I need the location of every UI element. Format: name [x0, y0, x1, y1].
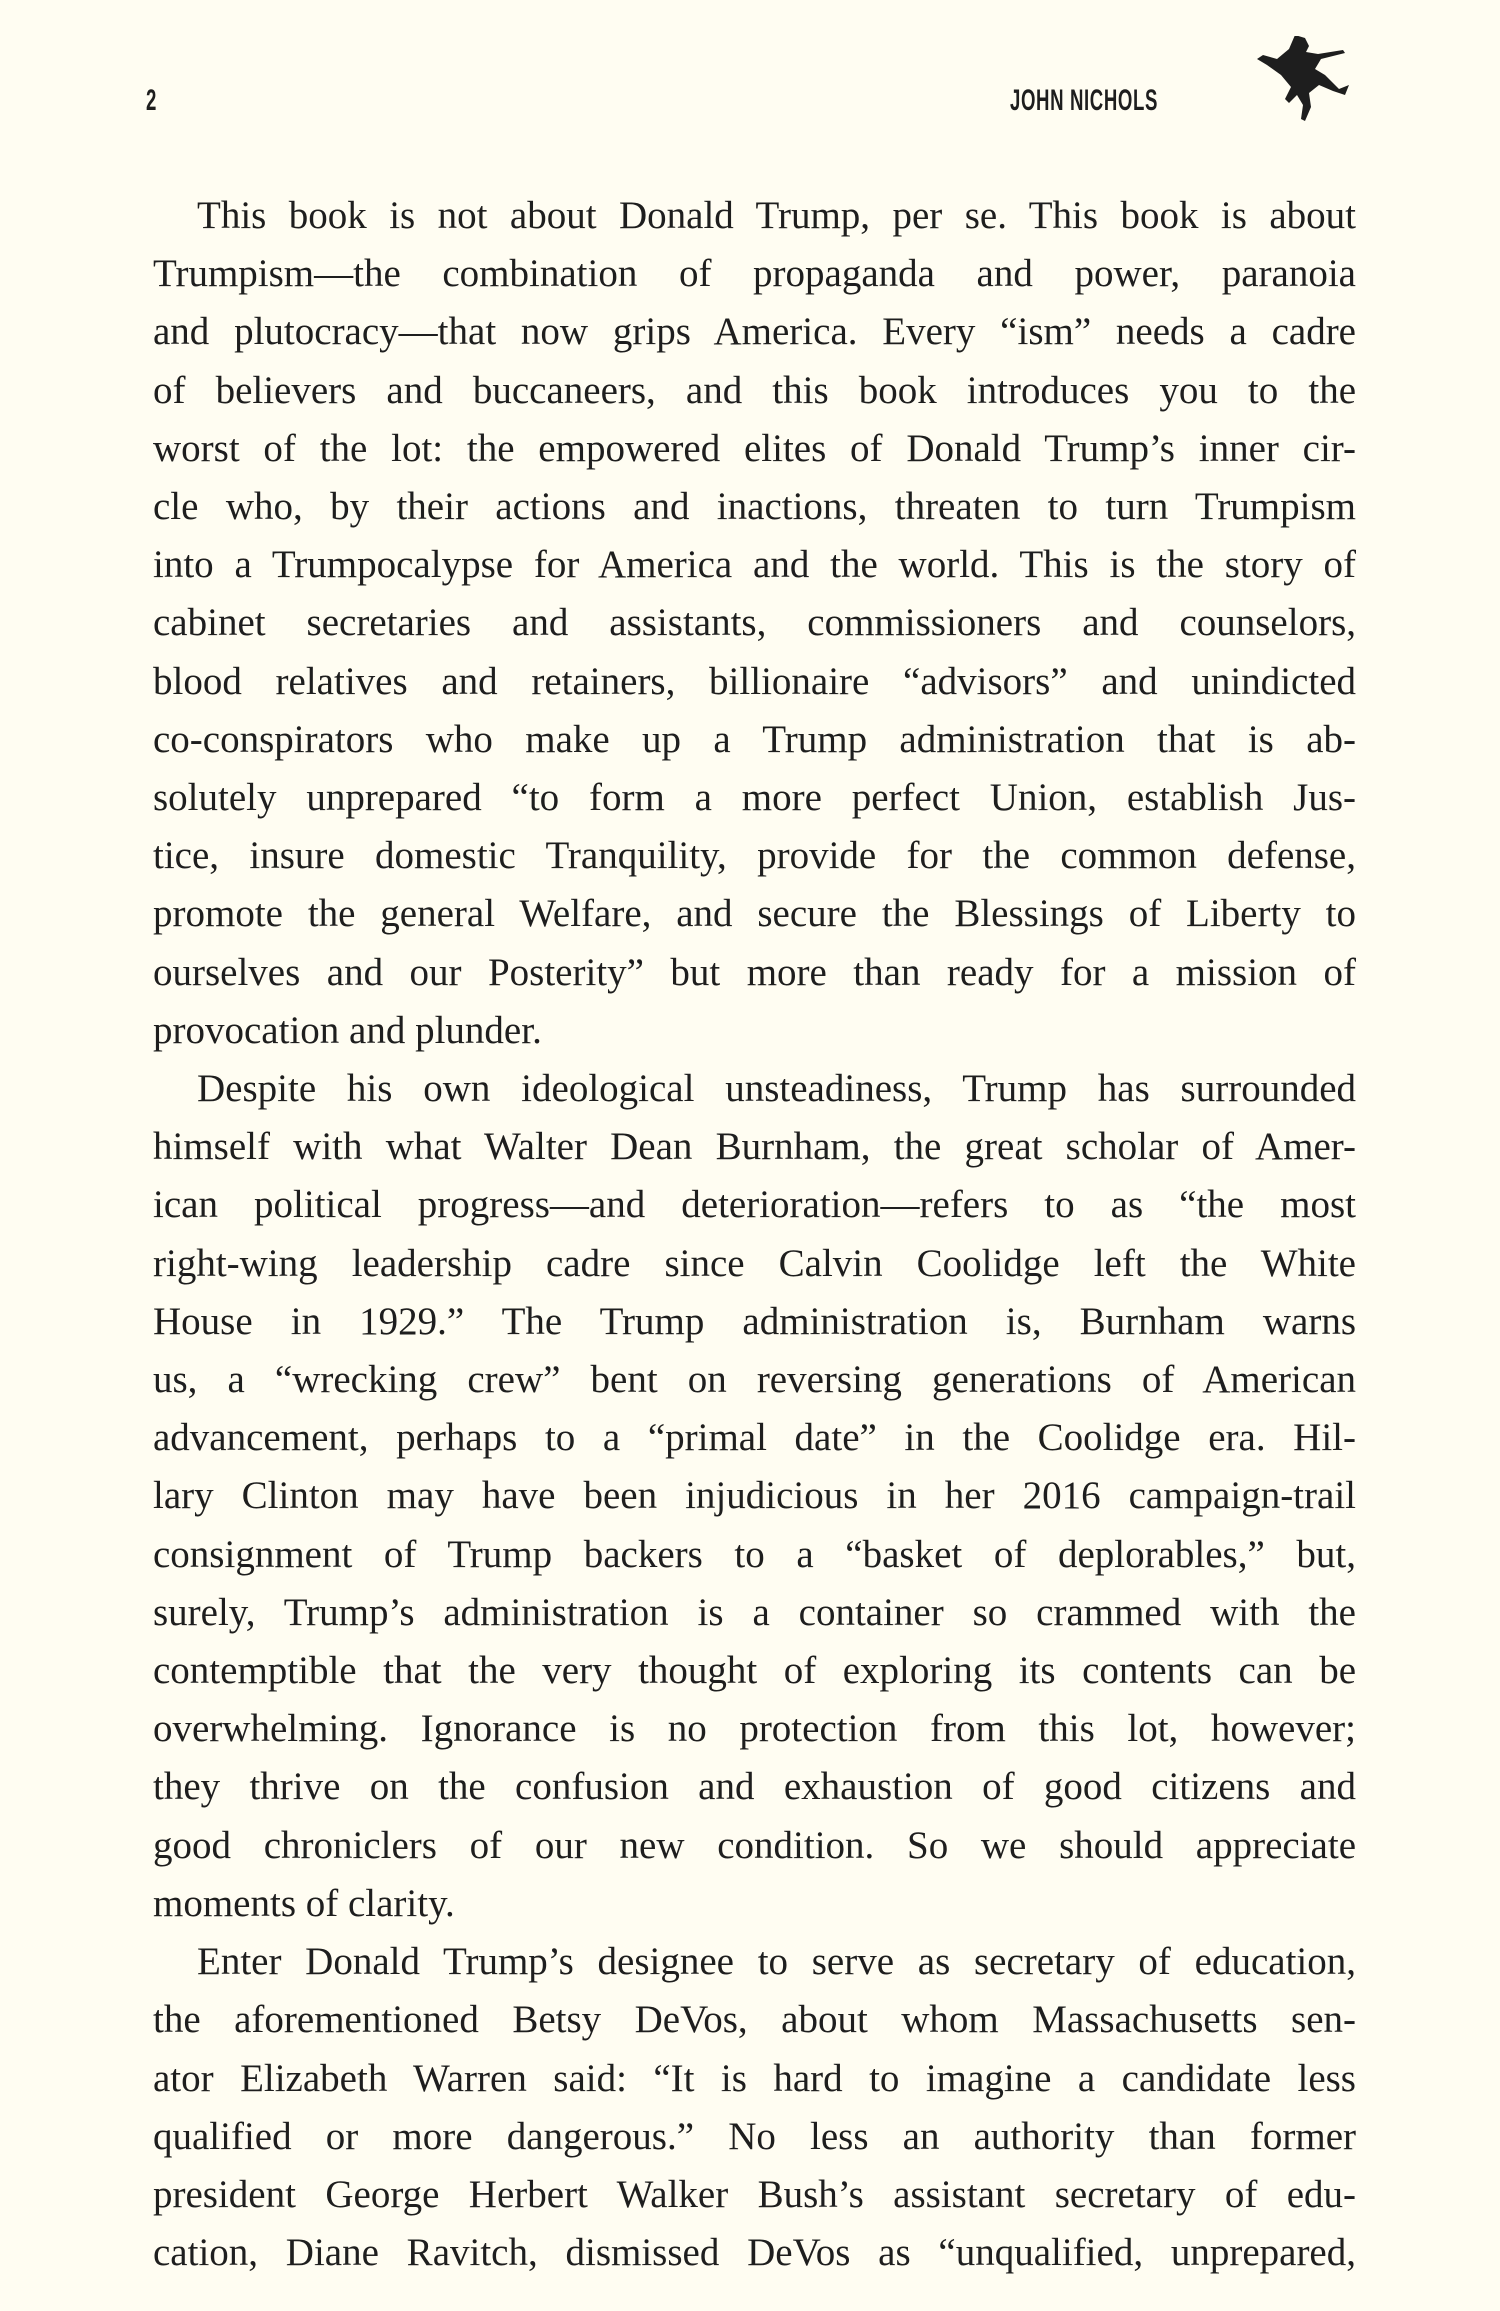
text-line: solutely unprepared “to form a more perfect Union, establish Jus- [153, 776, 1356, 820]
body-text [153, 187, 1356, 2282]
text-line: consignment of Trump backers to a “basket of deplorables,” but, [153, 1532, 1356, 1576]
text-line: Enter Donald Trump’s designee to serve as secretary of education, [197, 1940, 1356, 1984]
text-line: overwhelming. Ignorance is no protection from this lot, however; [153, 1707, 1356, 1751]
text-line: Despite his own ideological unsteadiness, Trump has surrounded [197, 1067, 1356, 1111]
horse-and-rider-icon [1235, 36, 1365, 131]
text-line: tice, insure domestic Tranquility, provide for the common defense, [153, 834, 1356, 878]
text-line: cation, Diane Ravitch, dismissed DeVos as “unqualified, unprepared, [153, 2231, 1356, 2275]
text-line: blood relatives and retainers, billionaire “advisors” and unindicted [153, 659, 1356, 703]
text-line: promote the general Welfare, and secure the Blessings of Liberty to [153, 892, 1356, 936]
text-line: cabinet secretaries and assistants, commissioners and counselors, [153, 601, 1356, 645]
text-line: they thrive on the confusion and exhaustion of good citizens and [153, 1765, 1356, 1809]
text-line: right-wing leadership cadre since Calvin Coolidge left the White [153, 1241, 1356, 1285]
text-line: qualified or more dangerous.” No less an authority than former [153, 2114, 1356, 2158]
text-line: surely, Trump’s administration is a container so crammed with the [153, 1590, 1356, 1634]
text-line: cle who, by their actions and inactions, threaten to turn Trumpism [153, 485, 1356, 529]
text-line: contemptible that the very thought of exploring its contents can be [153, 1649, 1356, 1693]
text-line: us, a “wrecking crew” bent on reversing generations of American [153, 1358, 1356, 1402]
text-line: moments of clarity. [153, 1881, 455, 1925]
text-line: ourselves and our Posterity” but more than ready for a mission of [153, 950, 1356, 994]
text-line: Trumpism—the combination of propaganda and power, paranoia [153, 252, 1356, 296]
text-line: lary Clinton may have been injudicious in her 2016 campaign-trail [153, 1474, 1356, 1518]
text-line: himself with what Walter Dean Burnham, the great scholar of Amer- [153, 1125, 1356, 1169]
text-line: ican political progress—and deterioration—refers to as “the most [153, 1183, 1356, 1227]
text-line: good chroniclers of our new condition. So we should appreciate [153, 1823, 1356, 1867]
text-line: the aforementioned Betsy DeVos, about whom Massachusetts sen- [153, 1998, 1356, 2042]
page-number: 2 [146, 84, 157, 117]
text-line: worst of the lot: the empowered elites of Donald Trump’s inner cir- [153, 426, 1356, 470]
text-line: and plutocracy—that now grips America. Every “ism” needs a cadre [153, 310, 1356, 354]
text-line: House in 1929.” The Trump administration is, Burnham warns [153, 1299, 1356, 1343]
text-line: provocation and plunder. [153, 1008, 542, 1052]
text-line: ator Elizabeth Warren said: “It is hard to imagine a candidate less [153, 2056, 1356, 2100]
running-head-author: JOHN NICHOLS [1010, 84, 1158, 117]
text-line: into a Trumpocalypse for America and the world. This is the story of [153, 543, 1356, 587]
text-line: This book is not about Donald Trump, per se. This book is about [197, 194, 1356, 237]
text-line: president George Herbert Walker Bush’s assistant secretary of edu- [153, 2172, 1356, 2216]
text-line: of believers and buccaneers, and this book introduces you to the [153, 368, 1356, 412]
text-line: co-conspirators who make up a Trump administration that is ab- [153, 717, 1356, 761]
text-line: advancement, perhaps to a “primal date” in the Coolidge era. Hil- [153, 1416, 1356, 1460]
